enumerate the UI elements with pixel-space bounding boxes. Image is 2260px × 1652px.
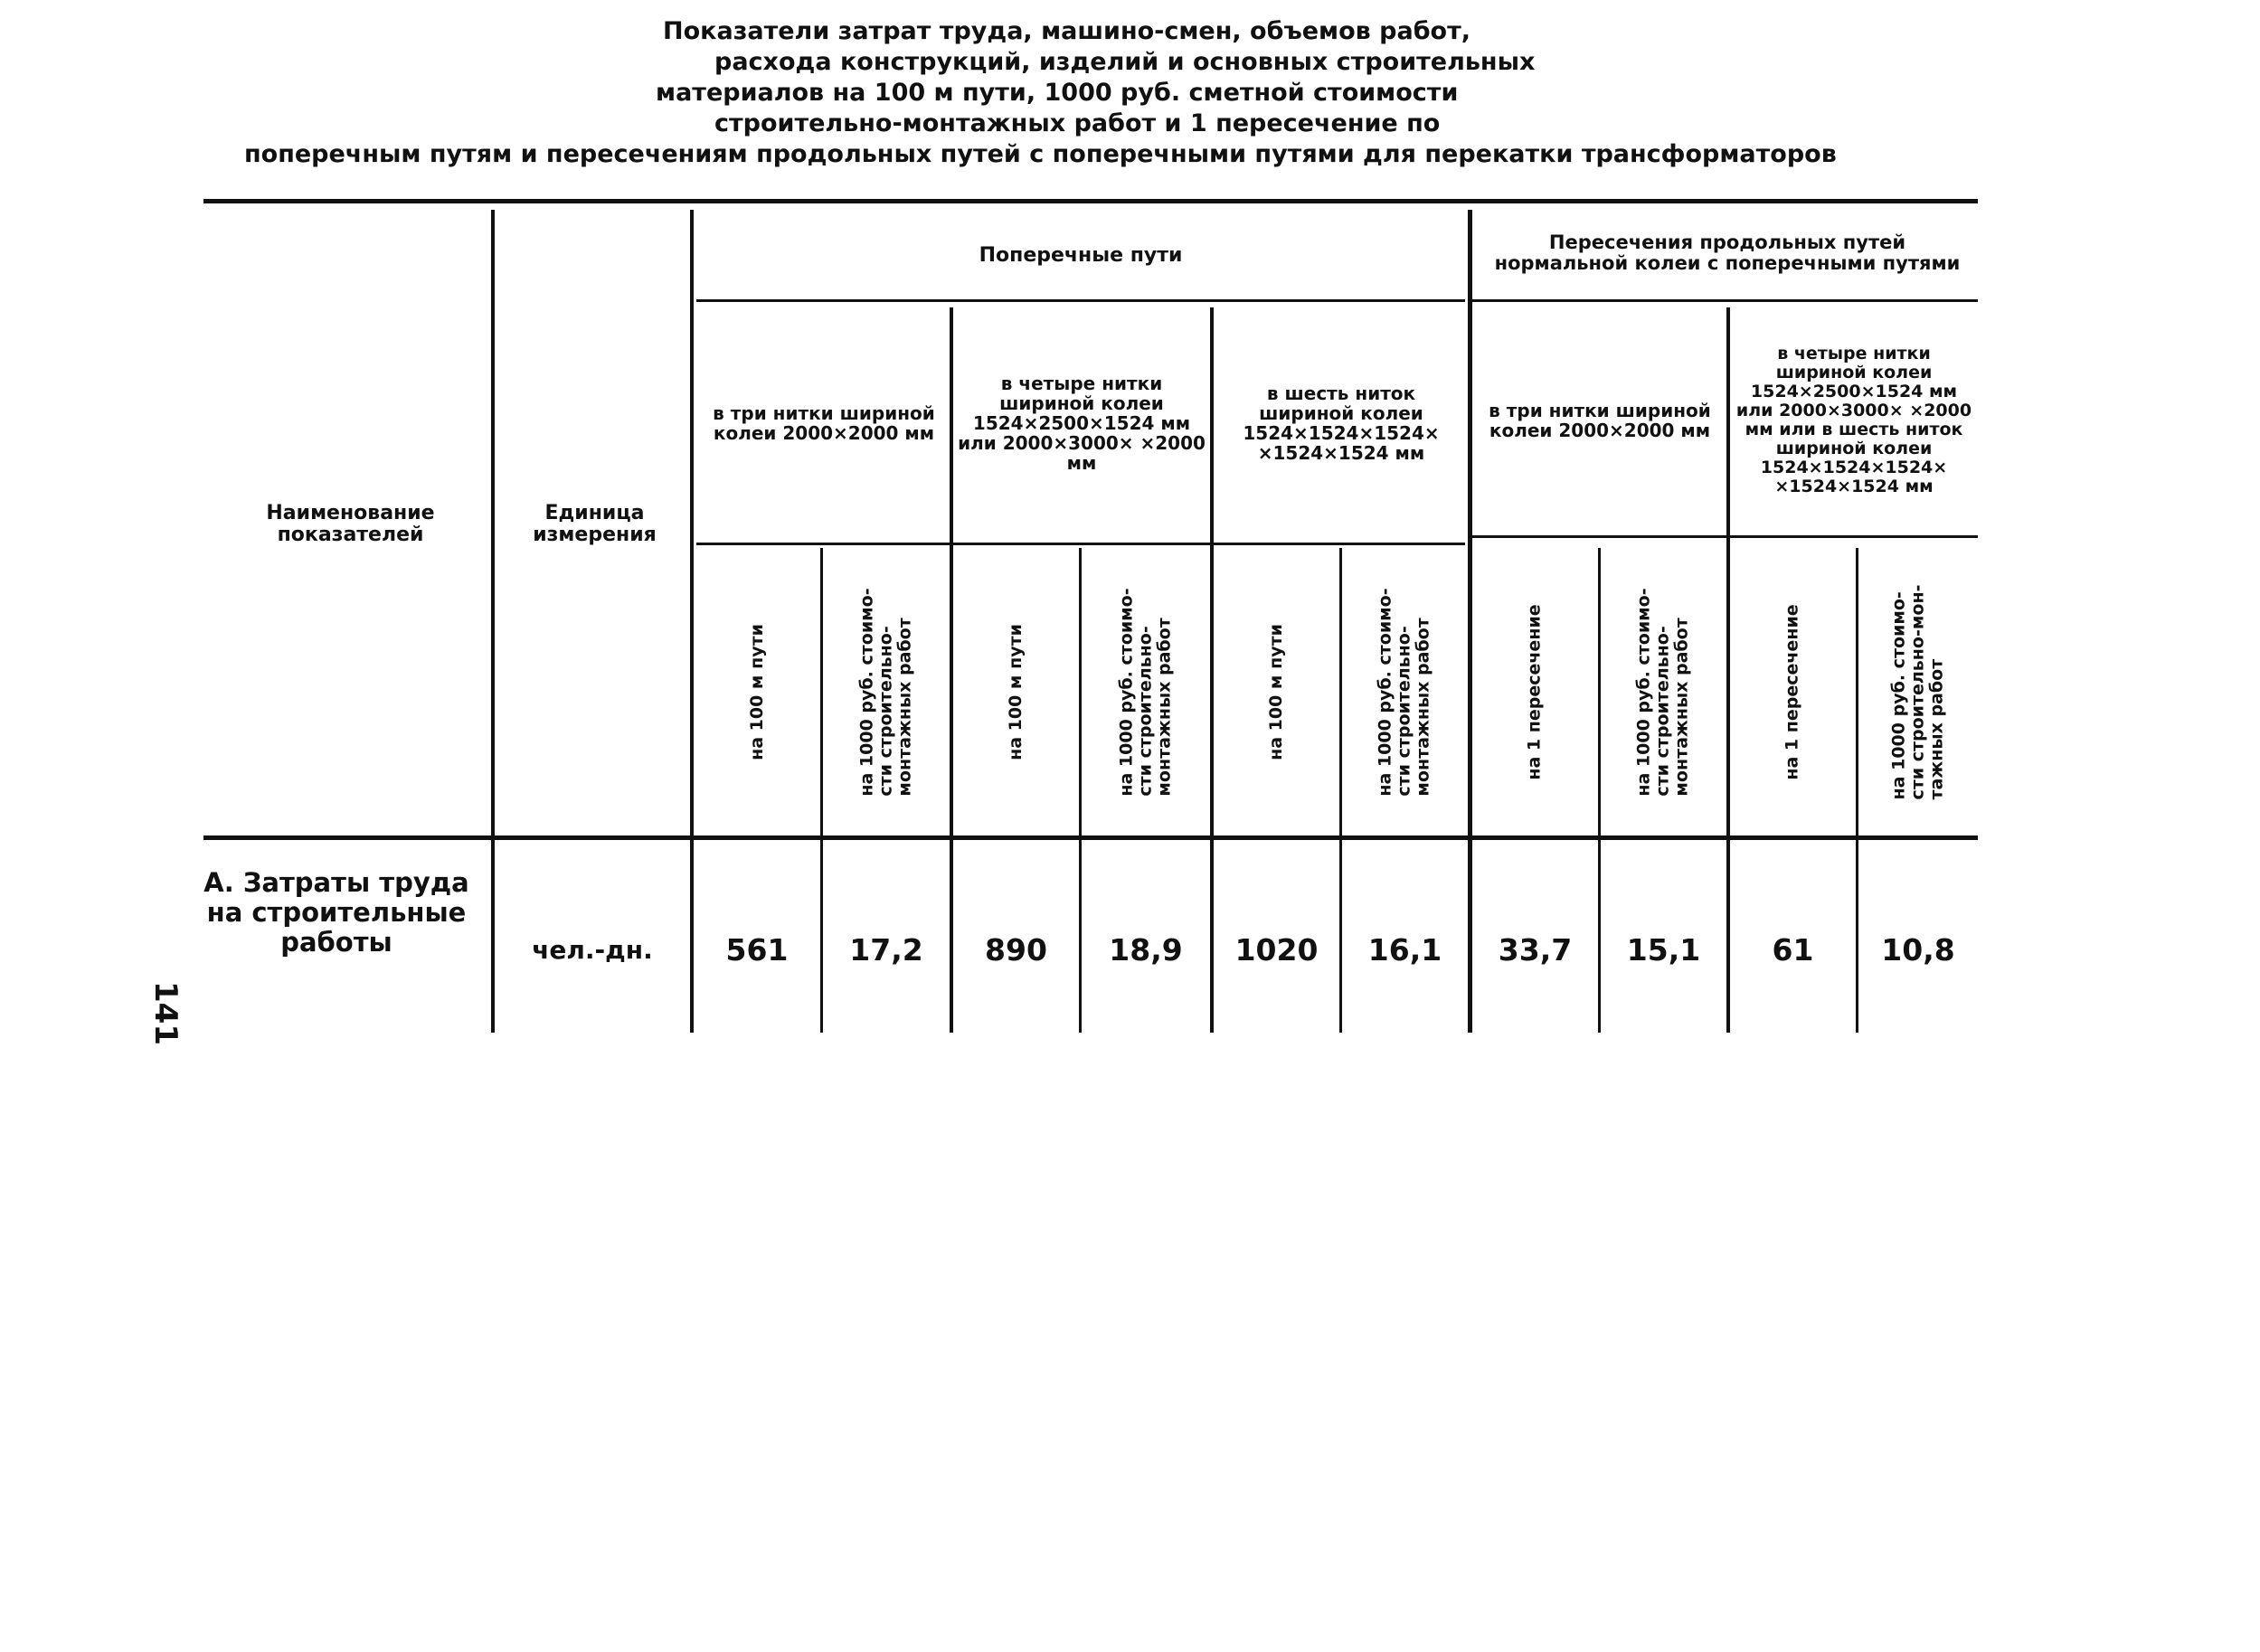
sub-header-rule-2 bbox=[1471, 535, 1978, 538]
table-cell: 561 bbox=[725, 931, 789, 968]
colheader-per-1-intersection: на 1 пересечение bbox=[1525, 603, 1545, 780]
title-line-5: поперечным путям и пересечениям продольных путей с поперечными путями для перекатки трансформаторов bbox=[244, 140, 1837, 168]
title-line-3: материалов на 100 м пути, 1000 руб. сметной стоимости bbox=[656, 79, 1459, 107]
title-line-4: строительно-монтажных работ и 1 пересечение по bbox=[714, 109, 1441, 137]
colheader-per-1000rub-last: на 1000 руб. стоимо- сти строительно-мон- тажных работ bbox=[1888, 584, 1947, 799]
colheader-per-1000rub: на 1000 руб. стоимо- сти строительно- монтажных работ bbox=[1116, 587, 1175, 797]
page-number: 141 bbox=[147, 981, 184, 1045]
table-cell: 18,9 bbox=[1109, 931, 1183, 968]
subheader-six-rails: в шесть ниток шириной колеи 1524×1524×1524× ×1524×1524 мм bbox=[1243, 382, 1440, 464]
table-cell: 61 bbox=[1772, 931, 1814, 968]
colheader-per-1000rub: на 1000 руб. стоимо- сти строительно- монтажных работ bbox=[856, 587, 915, 797]
table-cell: 33,7 bbox=[1498, 931, 1573, 968]
subheader-intersection-three-rails: в три нитки шириной колеи 2000×2000 мм bbox=[1489, 400, 1711, 441]
table-cell: 15,1 bbox=[1626, 931, 1701, 968]
row-unit: чел.-дн. bbox=[532, 934, 653, 965]
colheader-per-1-intersection: на 1 пересечение bbox=[1782, 603, 1802, 780]
header-indicator-name: Наименование показателей bbox=[266, 502, 435, 546]
table-cell: 10,8 bbox=[1881, 931, 1955, 968]
header-unit: Единица измерения bbox=[533, 502, 657, 546]
table-cell: 1020 bbox=[1234, 931, 1319, 968]
colheader-per-1000rub: на 1000 руб. стоимо- сти строительно- монтажных работ bbox=[1634, 587, 1693, 797]
col-divider bbox=[491, 210, 495, 1033]
group-header-rule-2 bbox=[1471, 299, 1978, 302]
table-cell: 17,2 bbox=[849, 931, 923, 968]
colheader-per-100m: на 100 м пути bbox=[1266, 623, 1287, 760]
colheader-per-1000rub: на 1000 руб. стоимо- сти строительно- монтажных работ bbox=[1376, 587, 1434, 797]
table-cell: 890 bbox=[985, 931, 1047, 968]
table-top-rule bbox=[203, 199, 1978, 203]
header-group-intersections: Пересечения продольных путей нормальной колеи с поперечными путями bbox=[1494, 231, 1961, 274]
header-group-cross-tracks: Поперечные пути bbox=[979, 243, 1183, 267]
header-bottom-rule bbox=[203, 835, 1978, 840]
colheader-per-100m: на 100 м пути bbox=[1006, 623, 1026, 760]
sub-header-rule bbox=[696, 543, 1465, 545]
table-cell: 16,1 bbox=[1367, 931, 1442, 968]
row-label-labor-costs: А. Затраты труда на строительные работы bbox=[203, 867, 469, 958]
subheader-three-rails: в три нитки шириной колеи 2000×2000 мм bbox=[713, 401, 935, 444]
group-header-rule bbox=[696, 299, 1465, 302]
title-line-1: Показатели затрат труда, машино-смен, объемов работ, bbox=[663, 17, 1471, 45]
subheader-intersection-four-six-rails: в четыре нитки шириной колеи 1524×2500×1524 мм или 2000×3000× ×2000 мм или в шесть ниток шириной колеи 1524×1524×1524× ×1524×1524 мм bbox=[1735, 344, 1972, 496]
subheader-four-rails: в четыре нитки шириной колеи 1524×2500×1524 мм или 2000×3000× ×2000 мм bbox=[958, 372, 1206, 474]
title-line-2: расхода конструкций, изделий и основных строительных bbox=[714, 48, 1536, 76]
document-title bbox=[181, 16, 2080, 170]
colheader-per-100m: на 100 м пути bbox=[746, 623, 767, 760]
